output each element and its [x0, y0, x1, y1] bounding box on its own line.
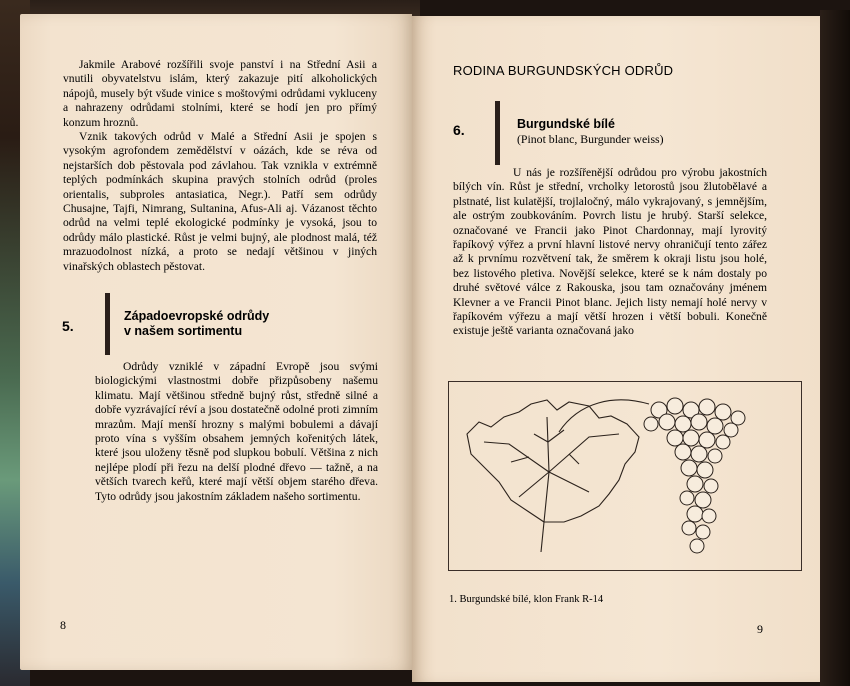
right-page-number: 9 — [757, 622, 763, 636]
figure-caption: 1. Burgundské bílé, klon Frank R-14 — [449, 594, 604, 605]
left-page-number: 8 — [60, 618, 66, 632]
section-5-paragraph: Odrůdy vzniklé v západní Evropě jsou svými biologickými vlastnostmi dobře přizpůsobeny našemu klimatu. Mají většinou středně bujný růst, středně silné a dobře vyzrávající réví a jsou dostatečně odolné proti zimním mrazům. Mají menší hrozny s malými bobulemi a dávají proto vína s vyšším obsahem jemných kořenitých látek, které jsou uloženy těsně pod slupkou bobulí. Většina z nich nejlépe plodí při řezu na delší plodné dřevo — tažně, a na větších tvarech keřů, které mají větší objem starého dřeva. Tyto odrůdy jsou jakostním základem našeho sortimentu. — [95, 360, 378, 503]
intro-paragraph-1: Jakmile Arabové rozšířili svoje panství i na Střední Asii a vnutili obyvatelstvu islám, který zakazuje pití alkoholických nápojů, musely být všude vinice s moštovými odrůdami vykluceny a nahrazeny odrůdami stolními, které se hodí jen pro přímý konzum hroznů. — [63, 58, 377, 129]
section-5-title: Západoevropské odrůdy v našem sortimentu — [124, 309, 270, 338]
section-5-text — [95, 360, 378, 504]
grape-illustration — [449, 382, 801, 570]
section-6-paragraph: U nás je rozšířenější odrůdou pro výrobu jakostních bílých vín. Růst je střední, vrcholky letorostů jsou žlutobělavé a plstnaté, list kulatější, trojlaločný, málo vykrajovaný, s jemnějším, ale ostrým zoubkováním. Povrch listu je hrubý. Starší selekce, označované ve Francii jako Pinot Chardonnay, mají lyrovitý řapíkový výřez a první hlavní listové nervy ohraničují tento zářez až k prvnímu rozvětvení tak, že směrem k okraji listu jsou holé, bez listového pletiva. Novější selekce, které se k nám dostaly po druhé světové válce z Rakouska, jsou tam označovány jménem Klevner a ve Francii Pinot blanc. Jejich listy nemají holé nervy v řapíkovém výřezu a mají větší hrozen i větší bobuli. Konečně existuje ještě varianta označovaná jako — [453, 166, 767, 338]
section-6-title: Burgundské bílé — [517, 117, 615, 131]
running-header: RODINA BURGUNDSKÝCH ODRŮD — [453, 63, 674, 78]
right-page — [412, 16, 820, 682]
grape-cluster-drawing — [644, 398, 745, 553]
grape-leaf-drawing — [467, 400, 649, 552]
left-intro-text — [63, 58, 377, 274]
section-6-bar — [495, 101, 500, 165]
intro-paragraph-2: Vznik takových odrůd v Malé a Střední Asii je spojen s vysokým agrofondem zemědělství v oázách, kde se réva od nejstarších dob pěstovala pod závlahou. Tak vznikla v extrémně teplých podmínkách skupina pravých stolních odrůd (proles orientalis, subproles antasiatica, Negr.). Patří sem odrůdy Chusajne, Tajfi, Nimrang, Sultanina, Afus-Ali aj. Vázanost těchto odrůd na velmi teplé ekologické podmínky je vysoká, jsou to odrůdy málo plastické. Růst je velmi bujný, ale plodnost malá, též mrazuodolnost nízká, a proto se nedají většinou v jiných vinařských oblastech pěstovat. — [63, 130, 377, 273]
section-5-bar — [105, 293, 110, 355]
section-6-text — [453, 166, 767, 339]
section-6-subtitle: (Pinot blanc, Burgunder weiss) — [517, 132, 664, 146]
section-6-number: 6. — [453, 122, 465, 138]
section-5-number: 5. — [62, 318, 74, 334]
figure-frame — [448, 381, 802, 571]
book-right-edge — [820, 10, 850, 686]
